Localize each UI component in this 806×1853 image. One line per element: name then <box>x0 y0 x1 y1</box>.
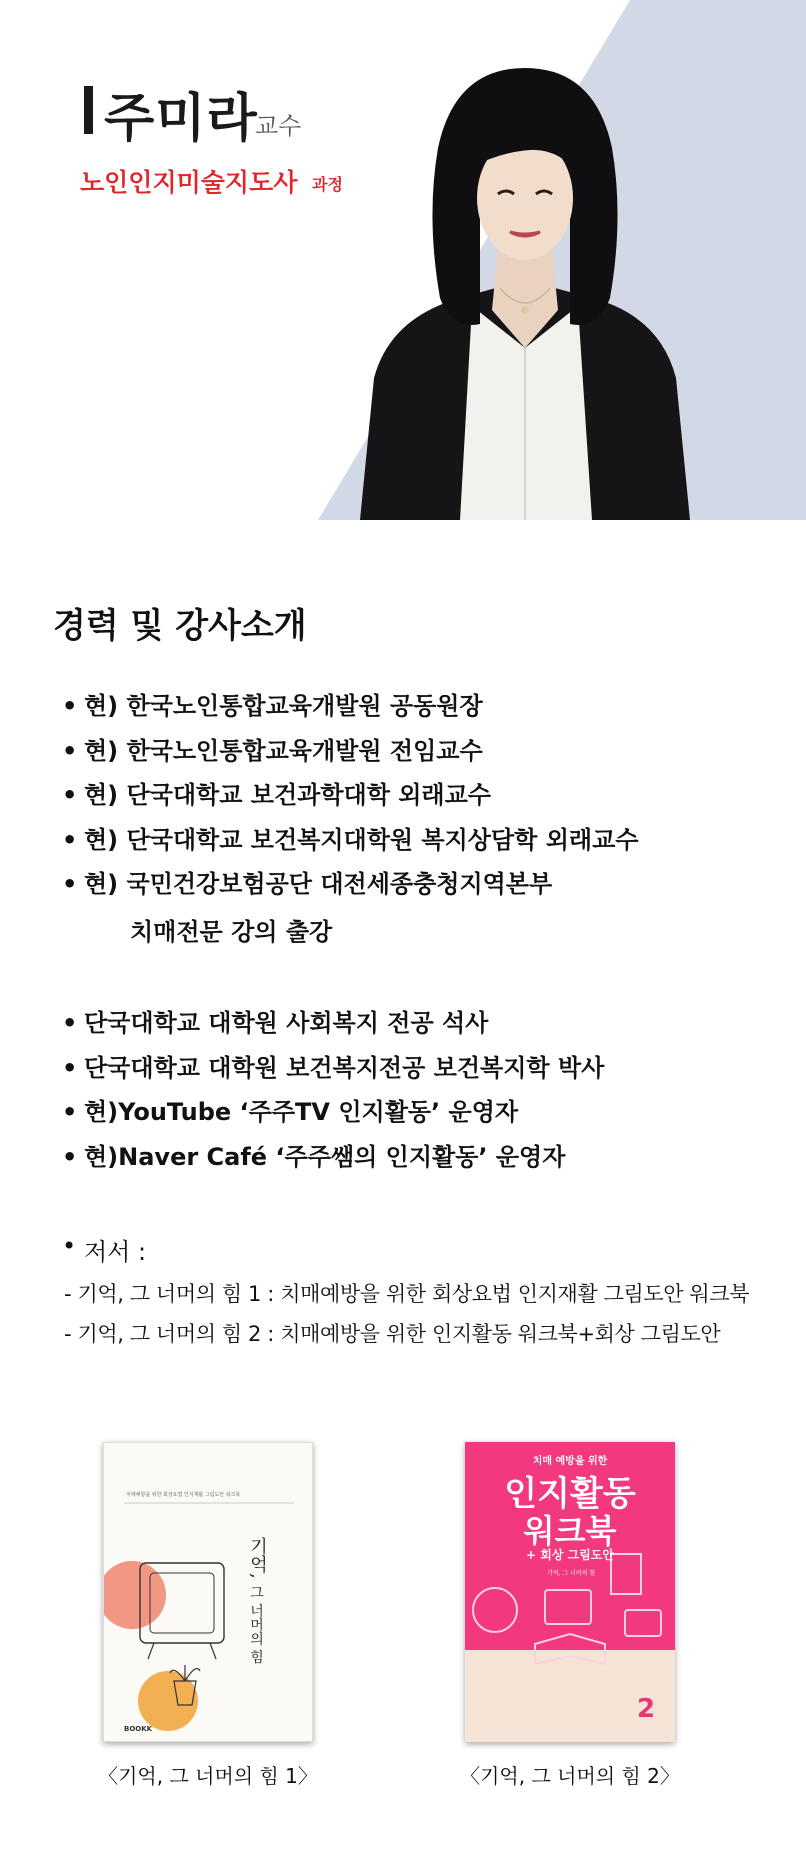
book-1-circle-bottom <box>138 1671 198 1731</box>
book-1-caption: 〈기억, 그 너머의 힘 1〉 <box>98 1764 318 1788</box>
career-item: • 현) 단국대학교 보건과학대학 외래교수 <box>60 773 780 818</box>
bullet: • <box>62 870 78 898</box>
book-2-series: 기억, 그 너머의 힘 <box>547 1570 596 1577</box>
bullet: • <box>62 1142 78 1171</box>
book-cover-1 <box>103 1442 313 1742</box>
portrait-pendant <box>521 306 529 314</box>
book-2-box <box>625 1610 661 1636</box>
book-2-title-a: 인지활동 <box>504 1474 636 1514</box>
book-2-title-b: 워크북 <box>523 1512 617 1550</box>
bullet: • <box>62 692 78 720</box>
book-cover-2 <box>465 1442 675 1742</box>
career-list-education <box>60 1001 780 1179</box>
book-1-circle-top <box>104 1561 166 1629</box>
book-2-subtitle: + 회상 그림도안 <box>526 1548 614 1562</box>
course-suffix: 과정 <box>312 175 343 194</box>
career-list-current <box>60 684 780 907</box>
bullet: • <box>62 1232 77 1260</box>
hero-section <box>0 0 806 520</box>
publication-line: - 기억, 그 너머의 힘 2 : 치매예방을 위한 인지활동 워크북+회상 그림도안 <box>64 1322 721 1346</box>
instructor-name: 주미라 <box>104 89 258 149</box>
career-item: • 현)YouTube ‘주주TV 인지활동’ 운영자 <box>60 1090 780 1135</box>
book-2-top-text: 치매 예방을 위한 <box>532 1456 608 1467</box>
bullet: • <box>62 781 78 809</box>
instructor-title: 교수 <box>255 112 302 140</box>
bullet: • <box>62 1053 78 1082</box>
book-1-title-b: 그 너머의 힘 <box>248 1585 264 1664</box>
course-name: 노인인지미술지도사 <box>80 168 298 197</box>
name-accent-bar <box>84 86 93 134</box>
career-item-continuation: 치매전문 강의 출강 <box>130 918 333 946</box>
portrait-lips <box>510 232 540 236</box>
book-1-illustration <box>104 1443 313 1742</box>
bullet: • <box>62 1009 78 1037</box>
bullet: • <box>62 825 78 854</box>
instructor-portrait <box>360 48 690 520</box>
career-item: • 현) 한국노인통합교육개발원 공동원장 <box>60 684 780 729</box>
career-item: • 단국대학교 대학원 사회복지 전공 석사 <box>60 1001 780 1046</box>
bullet: • <box>62 1098 78 1126</box>
book-2-number: 2 <box>637 1694 656 1724</box>
book-2-caption: 〈기억, 그 너머의 힘 2〉 <box>460 1764 680 1788</box>
career-item: • 현) 단국대학교 보건복지대학원 복지상담학 외래교수 <box>60 818 780 863</box>
publications-heading: • 저서 : <box>62 1232 147 1266</box>
book-1-tv-leg <box>210 1643 216 1659</box>
career-item: • 현)Naver Café ‘주주쌤의 인지활동’ 운영자 <box>60 1135 780 1180</box>
book-1-subtitle: 치매예방을 위한 회상요법 인지재활 그림도안 워크북 <box>126 1492 241 1498</box>
career-item: • 현) 한국노인통합교육개발원 전임교수 <box>60 729 780 774</box>
career-section-title: 경력 및 강사소개 <box>53 606 307 646</box>
book-1-tv-leg <box>148 1643 154 1659</box>
book-2-maze <box>473 1588 517 1632</box>
book-1-publisher: BOOKK <box>124 1725 153 1733</box>
book-2-bag <box>545 1590 591 1624</box>
publication-line: - 기억, 그 너머의 힘 1 : 치매예방을 위한 회상요법 인지재활 그림도안 워크북 <box>64 1282 750 1306</box>
career-item: • 단국대학교 대학원 보건복지전공 보건복지학 박사 <box>60 1046 780 1091</box>
career-item: • 현) 국민건강보험공단 대전세종충청지역본부 <box>60 862 780 907</box>
book-1-title-a: 기억, <box>247 1537 268 1579</box>
bullet: • <box>62 736 78 765</box>
